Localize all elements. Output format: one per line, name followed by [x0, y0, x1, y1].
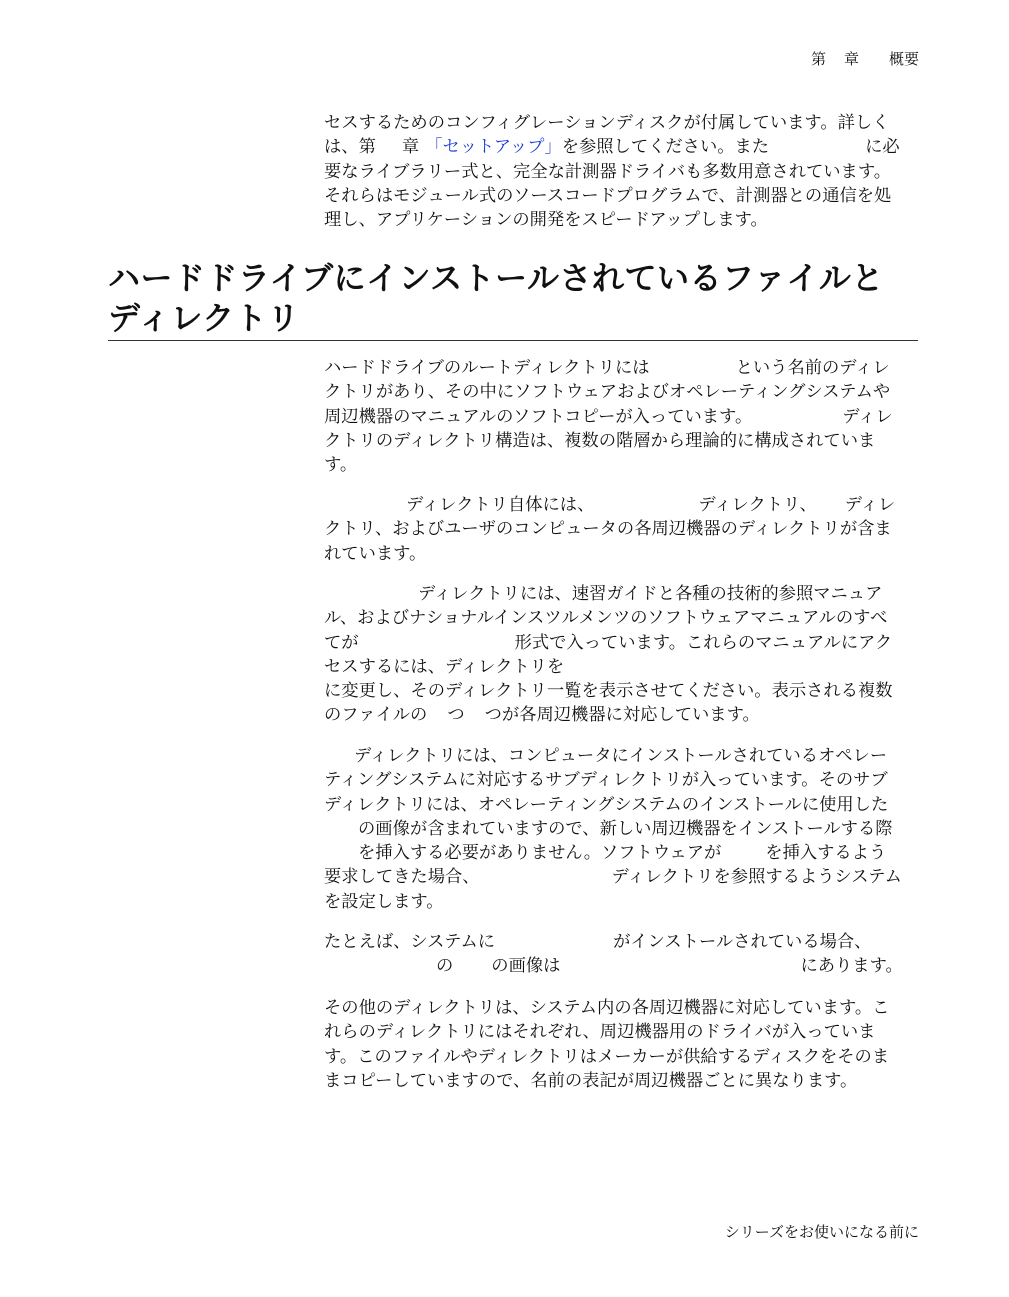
paragraph-line: [324, 703, 924, 727]
section-heading-line: ディレクトリ: [108, 299, 300, 337]
paragraph-line: クトリ、およびユーザのコンピュータの各周辺機器のディレクトリが含ま: [324, 519, 892, 540]
paragraph-manuals: [324, 582, 924, 728]
running-header: [811, 48, 919, 69]
paragraph-text: ディレクトリには、速習ガイドと各種の技術的参照マニュア: [418, 584, 883, 604]
paragraph-line: セスするには、ディレクトリを: [324, 656, 565, 677]
paragraph-line: [324, 954, 924, 978]
running-footer: シリーズをお使いになる前に: [724, 1223, 919, 1241]
intro-text: を参照してください。また: [561, 137, 770, 158]
paragraph-line: [324, 841, 924, 865]
paragraph-line: [324, 865, 924, 889]
paragraph-line: す。このファイルやディレクトリはメーカーが供給するディスクをそのま: [324, 1046, 890, 1067]
intro-line: それらはモジュール式のソースコードプログラムで、計測器との通信を処: [324, 185, 892, 206]
paragraph-text: という名前のディレ: [735, 358, 890, 378]
paragraph-line: す。: [324, 455, 358, 476]
paragraph-root-directory: [324, 356, 924, 477]
paragraph-text: の: [436, 956, 454, 977]
paragraph-line: [324, 930, 924, 954]
paragraph-text: ハードドライブのルートディレクトリには: [324, 358, 650, 378]
paragraph-text: 要求してきた場合、: [324, 867, 480, 888]
intro-line: 理し、アプリケーションの開発をスピードアップします。: [324, 210, 768, 231]
paragraph-other-directories: [324, 996, 924, 1093]
paragraph-line: れらのディレクトリにはそれぞれ、周辺機器用のドライバが入っていま: [324, 1022, 876, 1043]
intro-paragraph: [324, 111, 924, 232]
paragraph-text: を挿入するよう: [765, 843, 887, 864]
paragraph-line: ル、およびナショナルインスツルメンツのソフトウェアマニュアルのすべ: [324, 608, 888, 629]
paragraph-text: を挿入する必要がありません。ソフトウェアが: [358, 843, 722, 864]
paragraph-text: ディレクトリ、: [698, 495, 817, 515]
paragraph-line: まコピーしていますので、名前の表記が周辺機器ごとに異なります。: [324, 1070, 858, 1091]
paragraph-text: ディレクトリ自体には、: [406, 495, 595, 515]
paragraph-line: クトリがあり、その中にソフトウェアおよびオペレーティングシステムや: [324, 382, 891, 403]
paragraph-text: てが: [324, 632, 359, 653]
intro-text: 章: [401, 137, 420, 158]
paragraph-text: 周辺機器のマニュアルのソフトコピーが入っています。: [324, 406, 753, 427]
paragraph-line: [324, 631, 924, 655]
intro-line: 要なライブラリー式と、完全な計測器ドライバも多数用意されています。: [324, 161, 891, 182]
intro-text: は、第: [324, 137, 376, 158]
paragraph-line: [324, 817, 924, 841]
chapter-label: 第: [810, 50, 826, 68]
paragraph-os-images: [324, 744, 924, 914]
setup-chapter-link[interactable]: 「セットアップ」: [425, 137, 562, 158]
paragraph-subdirectories: [324, 493, 924, 566]
paragraph-text: ディレクトリを参照するようシステム: [611, 867, 902, 888]
intro-line: セスするためのコンフィグレーションディスクが付属しています。詳しく: [324, 113, 890, 133]
section-heading: [108, 258, 918, 338]
paragraph-text: がインストールされている場合、: [613, 932, 872, 952]
paragraph-line: [324, 405, 924, 429]
paragraph-line: クトリのディレクトリ構造は、複数の階層から理論的に構成されていま: [324, 430, 876, 451]
chapter-label-suffix: 章: [843, 50, 859, 68]
paragraph-line: ディレクトリには、オペレーティングシステムのインストールに使用した: [324, 794, 889, 815]
paragraph-text: の画像が含まれていますので、新しい周辺機器をインストールする際: [358, 818, 893, 839]
paragraph-text: つ: [447, 705, 465, 726]
section-divider: [108, 340, 918, 341]
paragraph-example: [324, 930, 924, 979]
paragraph-line: その他のディレクトリは、システム内の各周辺機器に対応しています。こ: [324, 998, 890, 1018]
paragraph-text: 形式で入っています。これらのマニュアルにアク: [514, 632, 893, 653]
paragraph-text: の画像は: [491, 956, 561, 977]
section-heading-line: ハードドライブにインストールされているファイルと: [108, 259, 884, 297]
paragraph-line: [324, 582, 924, 606]
intro-line: [324, 135, 924, 159]
paragraph-text: ディレクトリには、コンピュータにインストールされているオペレー: [354, 746, 888, 766]
paragraph-line: を設定します。: [324, 891, 444, 912]
paragraph-text: ディレ: [842, 406, 893, 427]
intro-text: に必: [865, 137, 900, 158]
paragraph-line: [324, 356, 924, 380]
chapter-title: 概要: [888, 50, 919, 68]
paragraph-line: [324, 493, 924, 517]
paragraph-line: れています。: [324, 543, 427, 564]
paragraph-text: のファイルの: [324, 705, 428, 726]
paragraph-line: に変更し、そのディレクトリ一覧を表示させてください。表示される複数: [324, 681, 893, 702]
paragraph-text: たとえば、システムに: [324, 932, 496, 952]
paragraph-text: つが各周辺機器に対応しています。: [484, 705, 760, 726]
paragraph-line: ティングシステムに対応するサブディレクトリが入っています。そのサブ: [324, 770, 888, 791]
paragraph-text: ディレ: [844, 495, 896, 515]
paragraph-text: にあります。: [800, 956, 903, 977]
paragraph-line: [324, 744, 924, 768]
